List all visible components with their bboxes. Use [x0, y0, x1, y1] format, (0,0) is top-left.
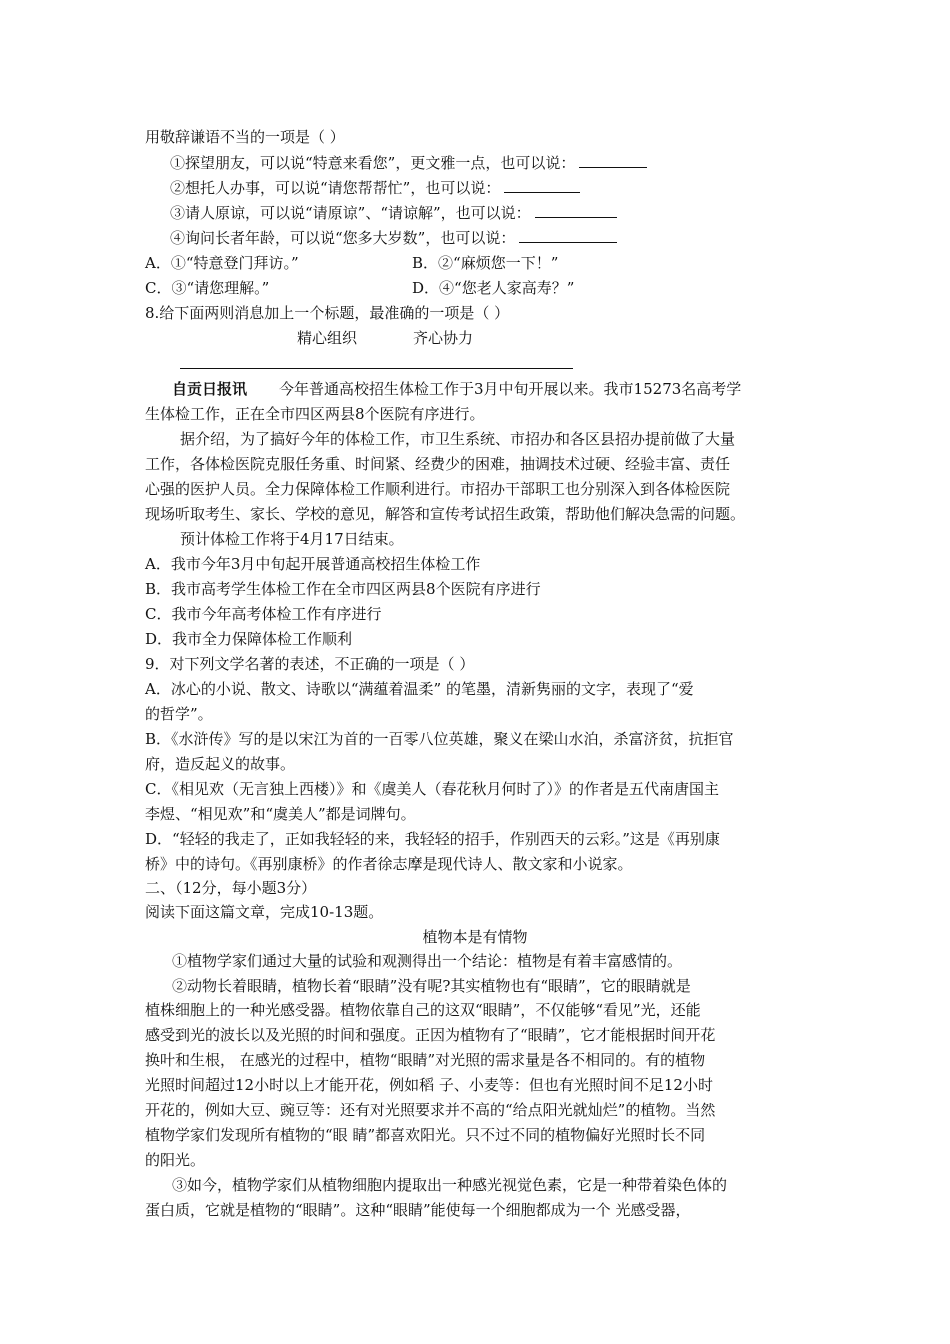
q7-option-a: A．①“特意登门拜访。”: [145, 254, 299, 272]
article-line: 开花的，例如大豆、豌豆等：还有对光照要求并不高的“给点阳光就灿烂”的植物。当然: [145, 1101, 716, 1119]
q7-option-b: B．②“麻烦您一下！”: [412, 254, 559, 272]
title-underline: [180, 368, 573, 369]
q9-line: 的哲学”。: [145, 705, 213, 723]
article-line: 的阳光。: [145, 1151, 206, 1169]
article-line: 植物学家们发现所有植物的“眼 睛”都喜欢阳光。只不过不同的植物偏好光照时长不同: [145, 1126, 706, 1144]
q8-news-line-6: 现场听取考生、家长、学校的意见，解答和宣传考试招生政策，帮助他们解决急需的问题。: [145, 505, 746, 523]
q9-line: 桥》中的诗句。《再别康桥》的作者徐志摩是现代诗人、散文家和小说家。: [145, 855, 633, 873]
article-line: ②动物长着眼睛，植物长着“眼睛”没有呢?其实植物也有“眼睛”，它的眼睛就是: [172, 977, 691, 995]
article-line: 植株细胞上的一种光感受器。植物依靠自己的这双“眼睛”，不仅能够“看见”光，还能: [145, 1001, 701, 1019]
q8-option-c: C．我市今年高考体检工作有序进行: [145, 605, 382, 623]
q9-line: C．《相见欢（无言独上西楼）》和《虞美人（春花秋月何时了）》的作者是五代南唐国主: [145, 780, 719, 798]
article-line: 光照时间超过12小时以上才能开花，例如稻 子、小麦等：但也有光照时间不足12小时: [145, 1076, 713, 1094]
q8-news-line-7: 预计体检工作将于4月17日结束。: [180, 530, 404, 548]
q8-news-line-3: 据介绍，为了搞好今年的体检工作，市卫生系统、市招办和各区县招办提前做了大量: [180, 430, 736, 448]
q7-option-c: C．③“请您理解。”: [145, 279, 270, 297]
q7-option-d: D．④“您老人家高寿？”: [412, 279, 575, 297]
q7-item-2: ②想托人办事，可以说“请您帮帮忙”，也可以说：: [170, 176, 580, 200]
q8-option-a: A．我市今年3月中旬起开展普通高校招生体检工作: [145, 555, 481, 573]
news-source: 自贡日报讯: [172, 380, 248, 398]
q8-stem: 8.给下面两则消息加上一个标题，最准确的一项是（ ）: [145, 304, 510, 322]
article-line: 蛋白质，它就是植物的“眼睛”。这种“眼睛”能使每一个细胞都成为一个 光感受器，: [145, 1201, 691, 1219]
q7-item-1: ①探望朋友，可以说“特意来看您”，更文雅一点，也可以说：: [170, 151, 647, 175]
q9-line: A．冰心的小说、散文、诗歌以“满蕴着温柔” 的笔墨，清新隽丽的文字，表现了“爱: [145, 680, 694, 698]
q9-line: B．《水浒传》写的是以宋江为首的一百零八位英雄，聚义在梁山水泊，杀富济贫，抗拒官: [145, 730, 734, 748]
q7-item-3: ③请人原谅，可以说“请原谅”、“请谅解”，也可以说：: [170, 201, 617, 225]
q9-stem: 9．对下列文学名著的表述，不正确的一项是（ ）: [145, 655, 475, 673]
q8-news-line-1: 自贡日报讯 今年普通高校招生体检工作于3月中旬开展以来。我市15273名高考学: [172, 380, 742, 398]
q7-item-4: ④询问长者年龄，可以说“您多大岁数”，也可以说：: [170, 226, 617, 250]
article-line: 换叶和生根， 在感光的过程中，植物“眼睛”对光照的需求量是各不相同的。有的植物: [145, 1051, 706, 1069]
answer-blank[interactable]: [504, 176, 580, 193]
section-instruction: 阅读下面这篇文章，完成10-13题。: [145, 903, 384, 921]
q8-title-right: 齐心协力: [413, 329, 474, 347]
q8-option-d: D．我市全力保障体检工作顺利: [145, 630, 353, 648]
answer-blank[interactable]: [535, 201, 617, 218]
q7-stem: 用敬辞谦语不当的一项是（ ）: [145, 128, 345, 146]
answer-blank[interactable]: [519, 226, 617, 243]
article-line: 感受到光的波长以及光照的时间和强度。正因为植物有了“眼睛”，它才能根据时间开花: [145, 1026, 716, 1044]
article-title: 植物本是有情物: [422, 928, 528, 946]
section-heading: 二、（12分，每小题3分）: [145, 879, 317, 897]
q9-line: D．“轻轻的我走了，正如我轻轻的来，我轻轻的招手，作别西天的云彩。”这是《再别康: [145, 830, 720, 848]
q8-news-line-4: 工作，各体检医院克服任务重、时间紧、经费少的困难，抽调技术过硬、经验丰富、责任: [145, 455, 731, 473]
q8-title-left: 精心组织: [297, 329, 358, 347]
q8-news-line-2: 生体检工作，正在全市四区两县8个医院有序进行。: [145, 405, 485, 423]
q8-option-b: B．我市高考学生体检工作在全市四区两县8个医院有序进行: [145, 580, 541, 598]
q8-news-line-5: 心强的医护人员。全力保障体检工作顺利进行。市招办干部职工也分别深入到各体检医院: [145, 480, 731, 498]
q9-line: 李煜、“相见欢”和“虞美人”都是词牌句。: [145, 805, 416, 823]
article-line: ③如今，植物学家们从植物细胞内提取出一种感光视觉色素，它是一种带着染色体的: [172, 1176, 728, 1194]
article-line: ①植物学家们通过大量的试验和观测得出一个结论：植物是有着丰富感情的。: [172, 952, 683, 970]
answer-blank[interactable]: [579, 151, 647, 168]
q9-line: 府，造反起义的故事。: [145, 755, 296, 773]
